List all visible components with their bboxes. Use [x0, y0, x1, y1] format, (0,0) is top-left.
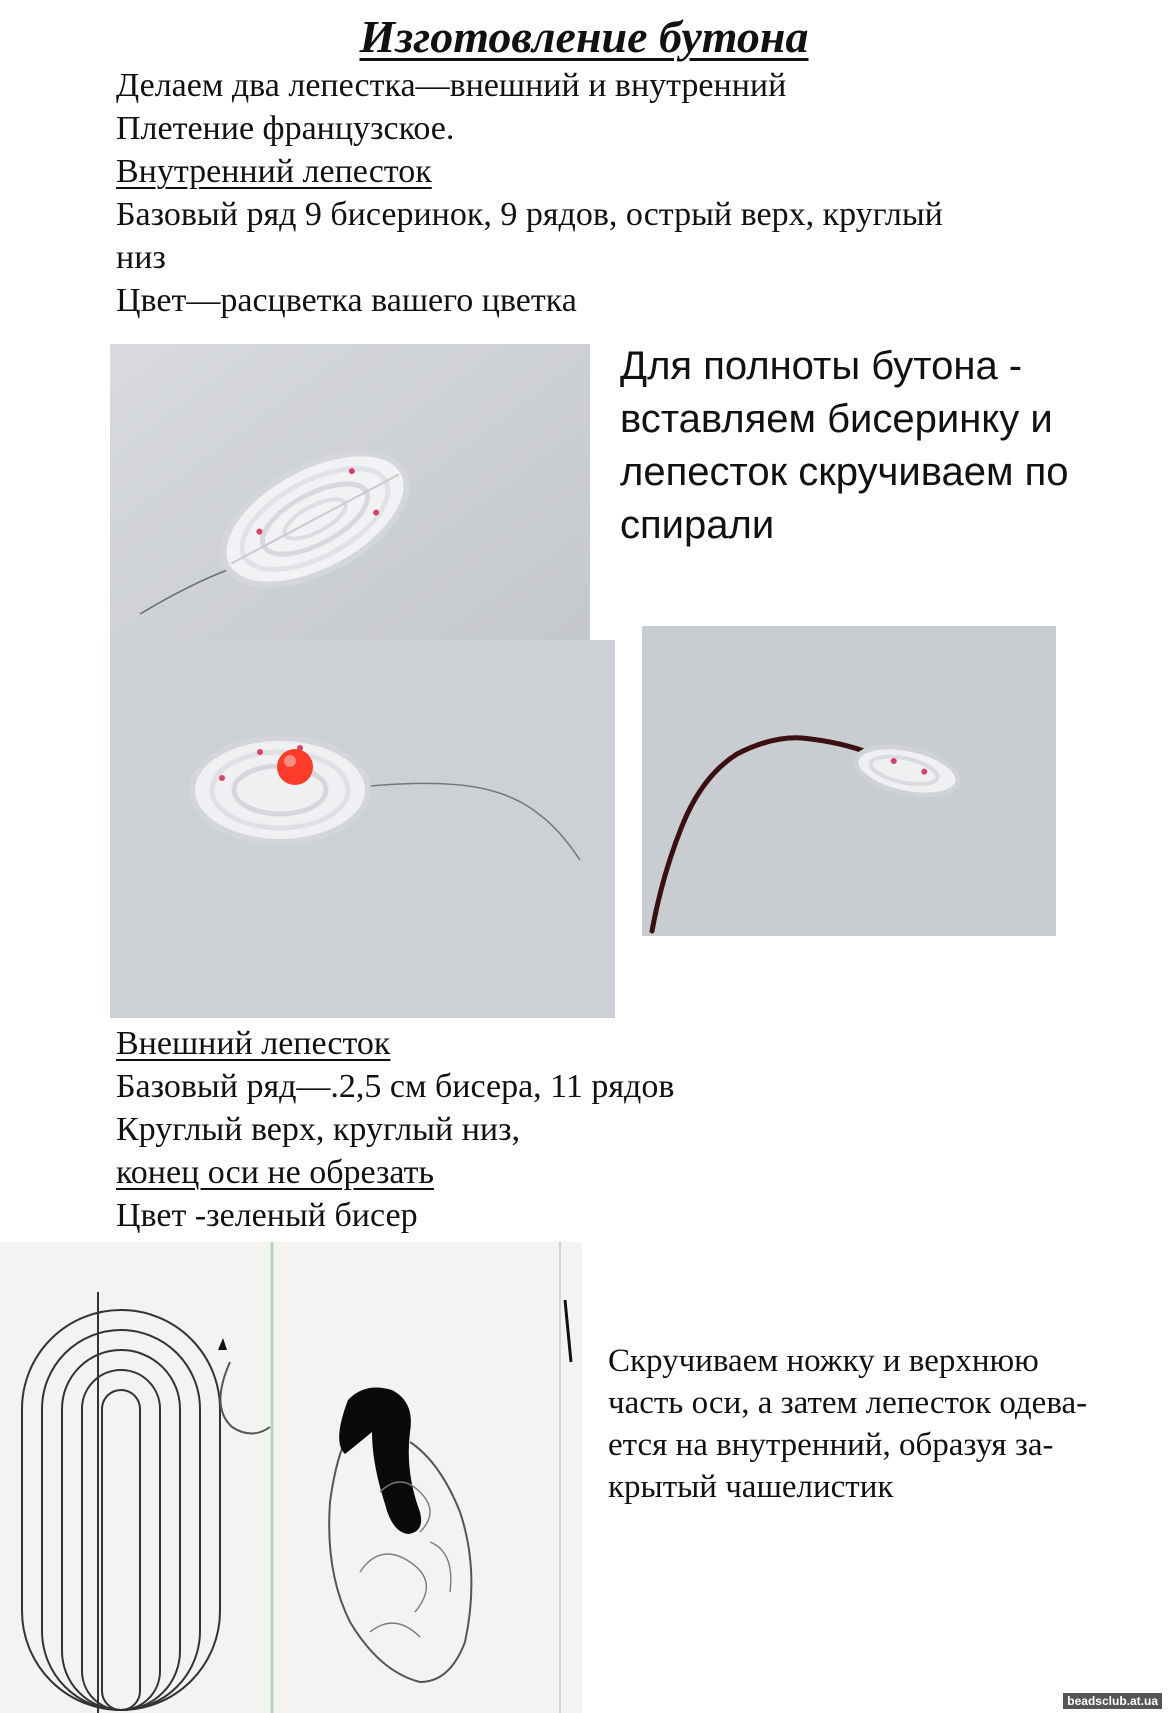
- page-title: Изготовление бутона: [359, 11, 809, 62]
- intro-line-1: Делаем два лепестка—внешний и внутренний: [116, 67, 787, 104]
- twist-note-line-1: Скручиваем ножку и верхнюю: [608, 1343, 1039, 1379]
- inner-petal-spec-1: Базовый ряд 9 бисеринок, 9 рядов, острый верх, круглый: [116, 196, 943, 233]
- inner-petal-color: Цвет—расцветка вашего цветка: [116, 282, 577, 319]
- outer-petal-color: Цвет -зеленый бисер: [116, 1197, 418, 1234]
- petal-with-bead-photo: [110, 640, 615, 1018]
- outer-petal-note: конец оси не обрезать: [116, 1154, 435, 1191]
- fullness-note-line-3: лепесток скручиваем по: [620, 450, 1069, 494]
- twist-note-line-3: ется на внутренний, образуя за-: [608, 1427, 1054, 1463]
- twist-note-line-4: крытый чашелистик: [608, 1469, 894, 1505]
- outer-petal-heading: Внешний лепесток: [116, 1025, 391, 1062]
- watermark: beadsclub.at.ua: [1063, 1693, 1162, 1709]
- outer-petal-spec-2: Круглый верх, круглый низ,: [116, 1111, 521, 1148]
- twist-note-line-2: часть оси, а затем лепесток одева-: [608, 1385, 1088, 1421]
- inner-petal-spec-2: низ: [116, 239, 166, 276]
- fullness-note-line-1: Для полноты бутона -: [620, 344, 1023, 388]
- intro-line-2: Плетение французское.: [116, 110, 455, 147]
- rolled-bud-on-stem-photo: [642, 626, 1056, 936]
- fullness-note-line-2: вставляем бисеринку и: [620, 397, 1053, 441]
- petal-pattern-sketch: [0, 1242, 582, 1713]
- outer-petal-spec-1: Базовый ряд—.2,5 см бисера, 11 рядов: [116, 1068, 675, 1105]
- fullness-note-line-4: спирали: [620, 503, 775, 547]
- inner-petal-heading: Внутренний лепесток: [116, 153, 432, 190]
